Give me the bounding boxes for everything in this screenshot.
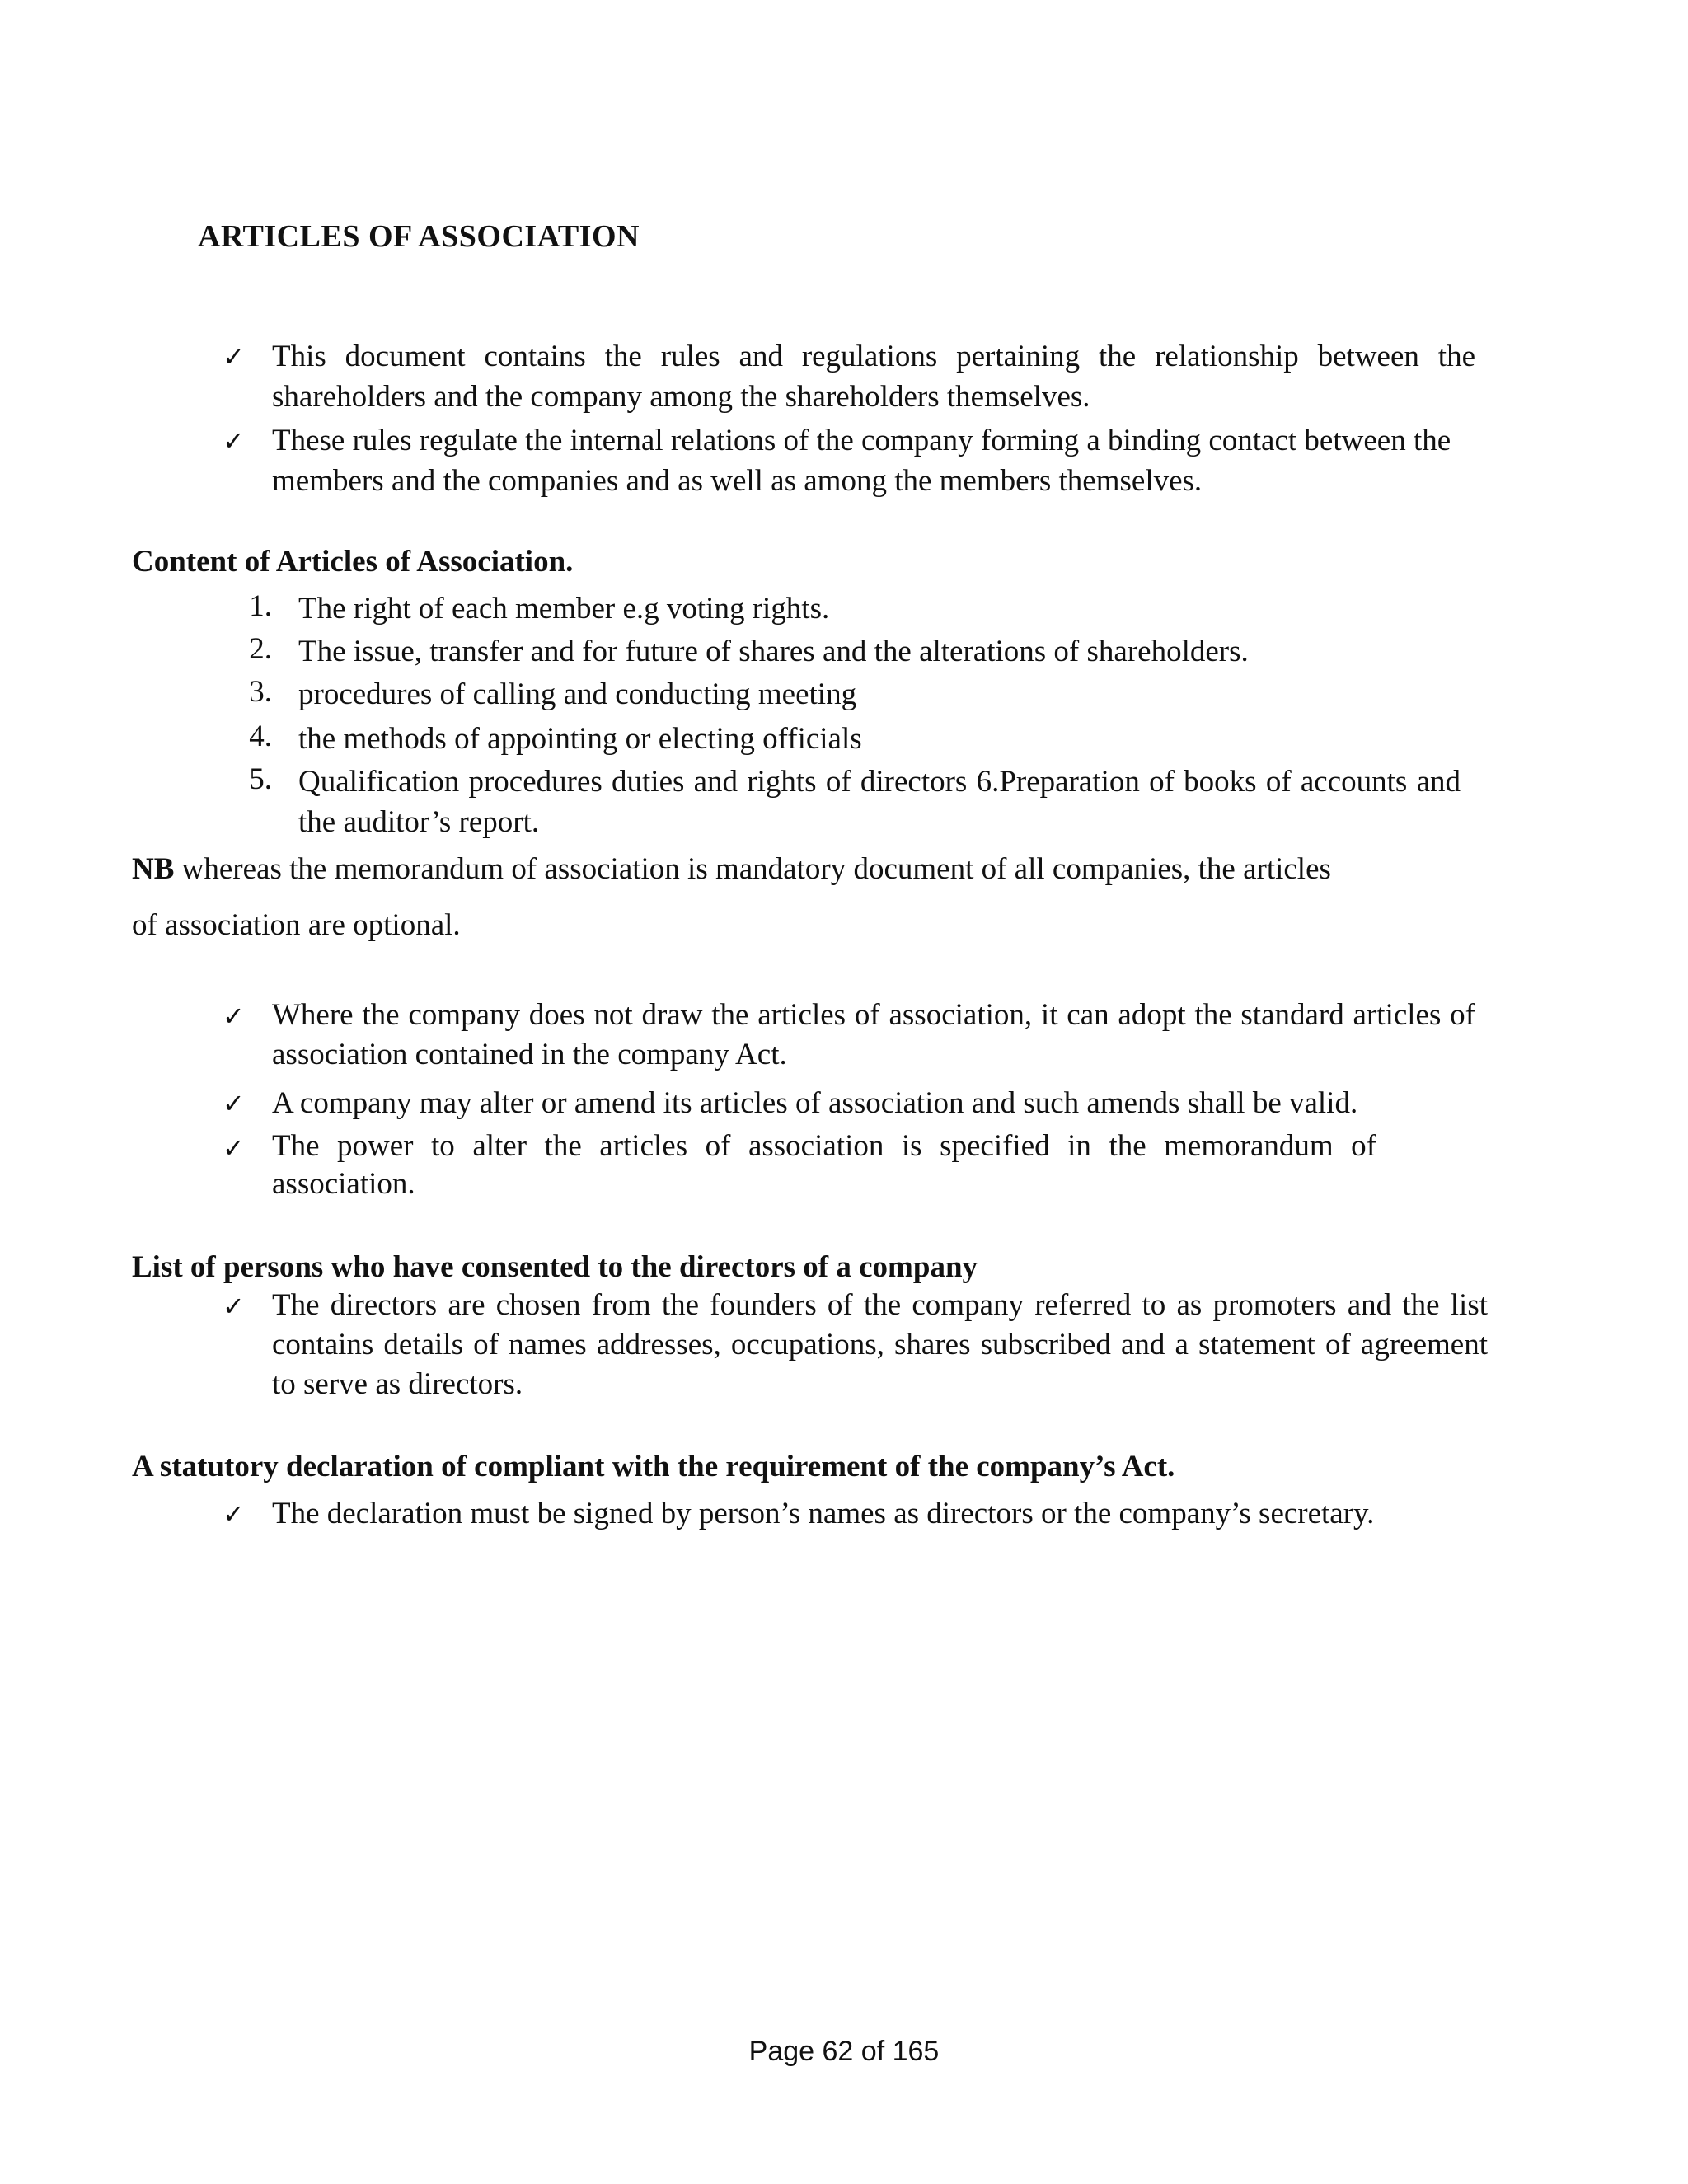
- list-item: The issue, transfer and for future of shares and the alterations of shareholders.: [298, 635, 1249, 668]
- check-icon: ✓: [223, 1001, 245, 1032]
- check-icon: ✓: [223, 1498, 245, 1530]
- list-item: Qualification procedures duties and rights of directors 6.Preparation of books of accounts and the auditor’s report.: [298, 765, 1461, 839]
- bullet-text: Where the company does not draw the articles of association, it can adopt the standard articles of association contained in the company Act.: [272, 998, 1475, 1071]
- bullet-text: This document contains the rules and regulations pertaining the relationship between the shareholders and the company among the shareholders themselves.: [272, 340, 1475, 414]
- check-icon: ✓: [223, 341, 245, 373]
- nb-line1: whereas the memorandum of association is mandatory document of all companies, the articles: [174, 852, 1331, 886]
- section-heading: List of persons who have consented to the directors of a company: [132, 1250, 978, 1284]
- bullet-text: The directors are chosen from the founders of the company referred to as promoters and the list contains details of names addresses, occupations, shares subscribed and a statement of agreement to serve as directors.: [272, 1288, 1488, 1401]
- bullet-text: A company may alter or amend its articles of association and such amends shall be valid.: [272, 1086, 1358, 1120]
- check-icon: ✓: [223, 1132, 245, 1164]
- bullet-text: These rules regulate the internal relations of the company forming a binding contact between the members and the companies and as well as among the members themselves.: [272, 424, 1451, 498]
- section-heading: Content of Articles of Association.: [132, 545, 574, 579]
- check-icon: ✓: [223, 1291, 245, 1322]
- check-icon: ✓: [223, 1088, 245, 1119]
- nb-note: [132, 849, 1331, 890]
- bullet-text: The power to alter the articles of association is specified in the memorandum of association.: [272, 1129, 1376, 1201]
- list-number: 5.: [249, 762, 272, 796]
- bullet-text: The declaration must be signed by person’s names as directors or the company’s secretary.: [272, 1497, 1375, 1530]
- nb-note-continued: of association are optional.: [132, 908, 461, 942]
- list-number: 4.: [249, 719, 272, 753]
- check-icon: ✓: [223, 425, 245, 457]
- list-item: procedures of calling and conducting meeting: [298, 677, 857, 711]
- list-number: 2.: [249, 632, 272, 666]
- list-number: 1.: [249, 589, 272, 623]
- nb-label: NB: [132, 852, 175, 886]
- list-item: The right of each member e.g voting rights.: [298, 592, 830, 626]
- page-title: ARTICLES OF ASSOCIATION: [198, 219, 640, 254]
- section-heading: A statutory declaration of compliant with the requirement of the company’s Act.: [132, 1450, 1175, 1483]
- list-item: the methods of appointing or electing officials: [298, 722, 862, 756]
- list-number: 3.: [249, 675, 272, 709]
- page-number-footer: Page 62 of 165: [748, 2036, 940, 2067]
